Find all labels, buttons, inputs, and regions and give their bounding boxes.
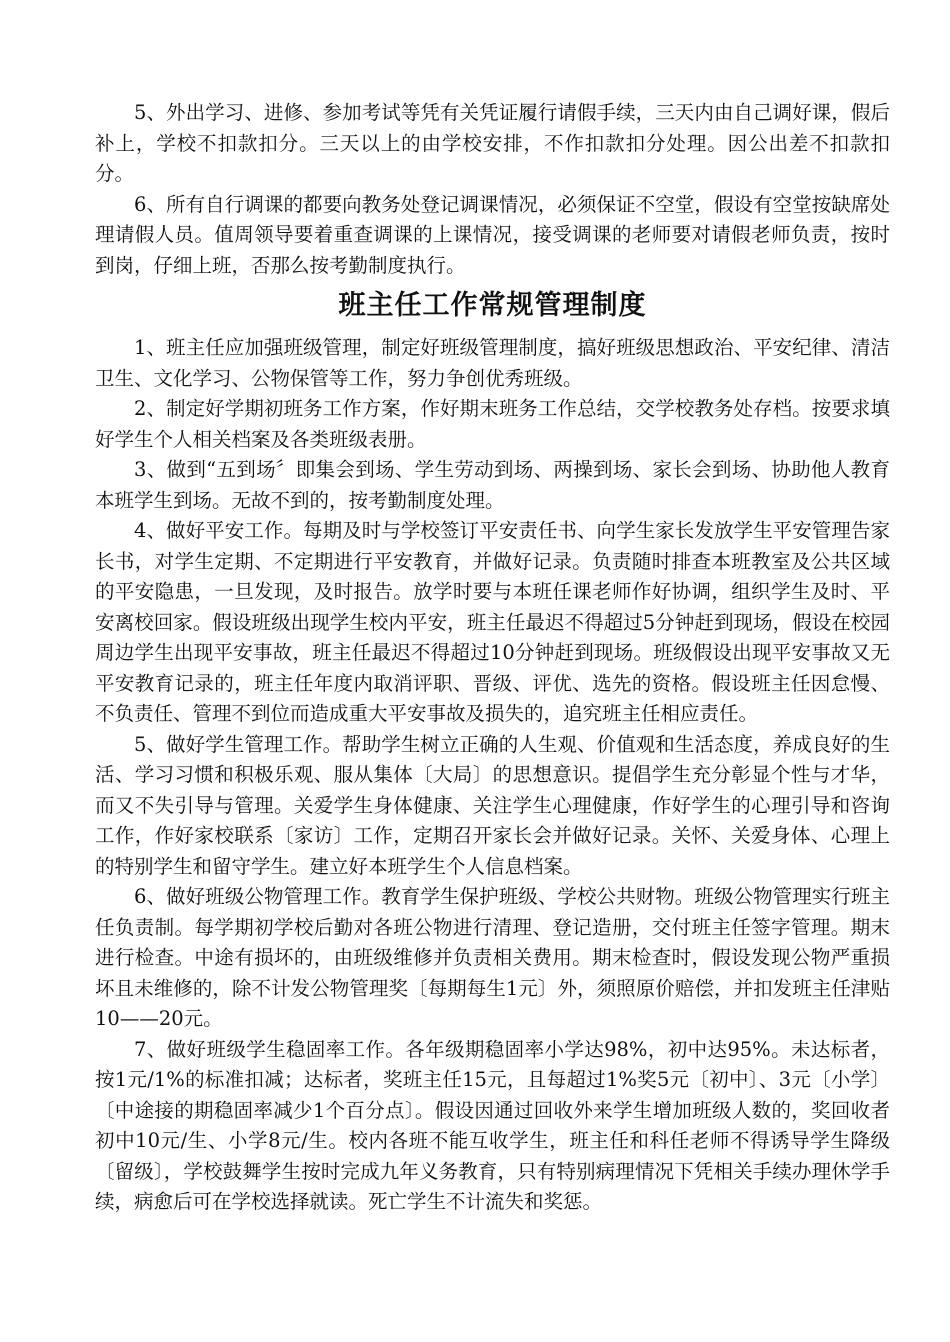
rule-4-safety: 4、做好平安工作。每期及时与学校签订平安责任书、向学生家长发放学生平安管理告家长书，对学生定期、不定期进行平安教育，并做好记录。负责随时排查本班教室及公共区域的平安隐患，一旦发现，及时报告。放学时要与本班任课老师作好协调，组织学生及时、平安离校回家。假设班级出现学生校内平安，班主任最迟不得超过5分钟赶到现场，假设在校园周边学生出现平安事故，班主任最迟不得超过10分钟赶到现场。班级假设出现平安事故又无平安教育记录的，班主任年度内取消评职、晋级、评优、选先的资格。假设班主任因怠慢、不负责任、管理不到位而造成重大平安事故及损失的，追究班主任相应责任。 (95, 519, 890, 725)
rule-3-attendance: 3、做到“五到场〞即集会到场、学生劳动到场、两操到场、家长会到场、协助他人教育本班学生到场。无故不到的，按考勤制度处理。 (95, 458, 890, 512)
rule-2-work-plan: 2、制定好学期初班务工作方案，作好期末班务工作总结，交学校教务处存档。按要求填好学生个人相关档案及各类班级表册。 (95, 397, 890, 451)
rule-1-class-management: 1、班主任应加强班级管理，制定好班级管理制度，搞好班级思想政治、平安纪律、清洁卫生、文化学习、公物保管等工作，努力争创优秀班级。 (95, 336, 890, 390)
paragraph-6-class-swap: 6、所有自行调课的都要向教务处登记调课情况，必须保证不空堂，假设有空堂按缺席处理请假人员。值周领导要着重查调课的上课情况，接受调课的老师要对请假老师负责，按时到岗，仔细上班，否那么按考勤制度执行。 (95, 192, 890, 277)
paragraph-5-leave-study: 5、外出学习、进修、参加考试等凭有关凭证履行请假手续，三天内由自己调好课，假后补上，学校不扣款扣分。三天以上的由学校安排，不作扣款扣分处理。因公出差不扣款扣分。 (95, 101, 890, 185)
section-title: 班主任工作常规管理制度 (338, 290, 647, 321)
rule-7-retention-rate: 7、做好班级学生稳固率工作。各年级期稳固率小学达98%，初中达95%。未达标者，按1元/1%的标准扣减；达标者，奖班主任15元，且每超过1%奖5元〔初中〕、3元〔小学〕〔中途接的期稳固率减少1个百分点〕。假设因通过回收外来学生增加班级人数的，奖回收者初中10元/生、小学8元/生。校内各班不能互收学生，班主任和科任老师不得诱导学生降级〔留级〕，学校鼓舞学生按时完成九年义务教育，只有特别病理情况下凭相关手续办理休学手续，病愈后可在学校选择就读。死亡学生不计流失和奖惩。 (95, 1037, 890, 1213)
rule-5-student-management: 5、做好学生管理工作。帮助学生树立正确的人生观、价值观和生活态度，养成良好的生活、学习习惯和积极乐观、服从集体〔大局〕的思想意识。提倡学生充分彰显个性与才华，而又不失引导与管理。关爱学生身体健康、关注学生心理健康，作好学生的心理引导和咨询工作，作好家校联系〔家访〕工作，定期召开家长会并做好记录。关怀、关爱身体、心理上的特别学生和留守学生。建立好本班学生个人信息档案。 (95, 732, 890, 878)
document-page (95, 98, 890, 1218)
rule-6-public-property: 6、做好班级公物管理工作。教育学生保护班级、学校公共财物。班级公物管理实行班主任负责制。每学期初学校后勤对各班公物进行清理、登记造册，交付班主任签字管理。期末进行检查。中途有损坏的，由班级维修并负责相关费用。期末检查时，假设发现公物严重损坏且未维修的，除不计发公物管理奖〔每期每生1元〕外，须照原价赔偿，并扣发班主任津贴10——20元。 (95, 885, 890, 1030)
